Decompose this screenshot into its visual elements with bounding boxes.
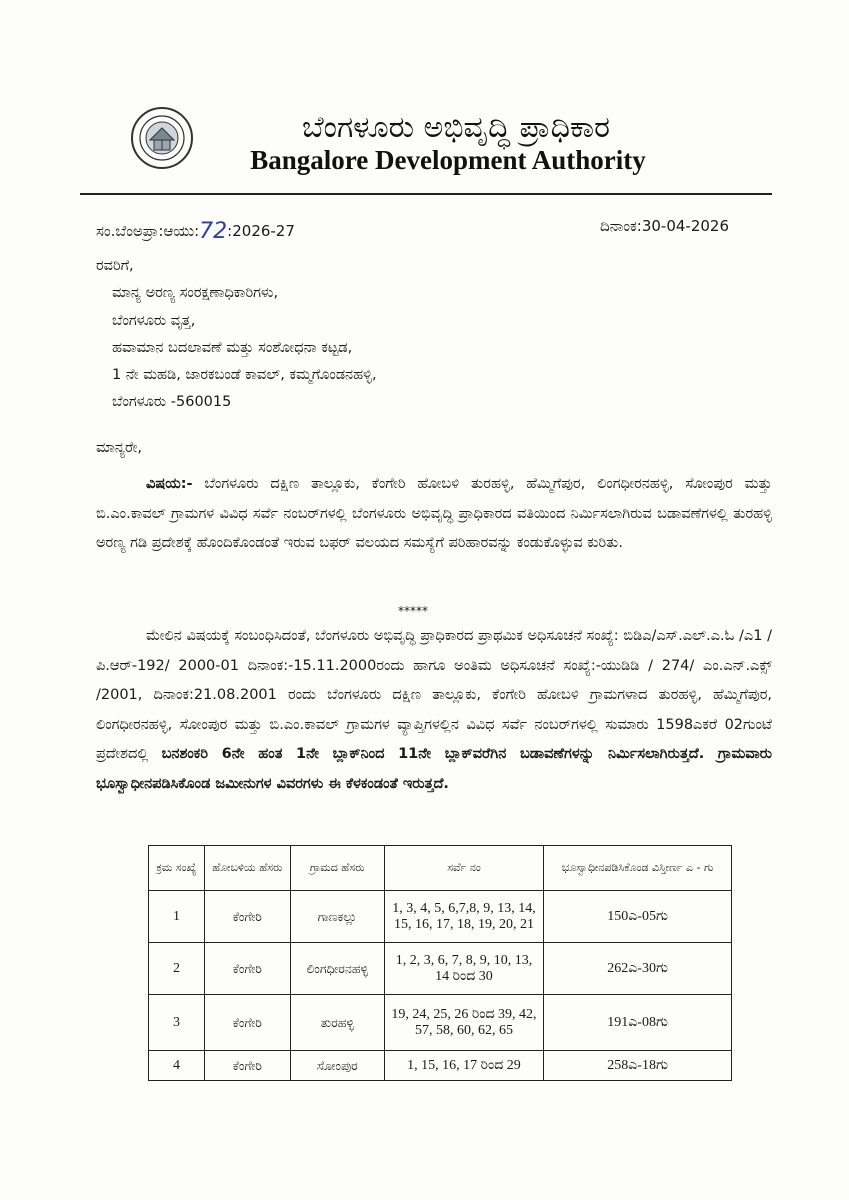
cell-hobli: ಕೆಂಗೇರಿ — [204, 891, 290, 943]
table-row — [149, 891, 732, 943]
reference-suffix: :2026-27 — [227, 222, 295, 240]
reference-prefix: ಸಂ.ಬೆಂಅಪ್ರಾ:ಆಯು: — [96, 222, 200, 240]
table-row — [149, 1051, 732, 1081]
org-title-english: Bangalore Development Authority — [250, 145, 646, 175]
body-text-bold: ಬನಶಂಕರಿ 6ನೇ ಹಂತ 1ನೇ ಬ್ಲಾಕ್‌ನಿಂದ 11ನೇ ಬ್ಲಾಕ್‌ವರೆಗಿನ ಬಡಾವಣೆಗಳನ್ನು ನಿರ್ಮಿಸಲಾಗಿರುತ್ತದೆ. ಗ್ರಾಮವಾರು ಭೂಸ್ವಾಧೀನಪಡಿಸಿಕೊಂಡ ಜಮೀನುಗಳ ವಿವರಗಳು ಈ ಕೆಳಕಂಡಂತೆ ಇರುತ್ತದೆ. — [96, 746, 772, 792]
address-to: ರವರಿಗೆ, — [96, 258, 134, 274]
cell-serial: 2 — [149, 943, 205, 995]
handwritten-number: 72 — [199, 219, 228, 244]
land-acquisition-table — [148, 845, 732, 1081]
cell-survey: 19, 24, 25, 26 ರಿಂದ 39, 42, 57, 58, 60, 62, 65 — [384, 995, 544, 1051]
body-text: ಮೇಲಿನ ವಿಷಯಕ್ಕೆ ಸಂಬಂಧಿಸಿದಂತೆ, ಬೆಂಗಳೂರು ಅಭಿವೃದ್ಧಿ ಪ್ರಾಧಿಕಾರದ ಪ್ರಾಥಮಿಕ ಅಧಿಸೂಚನೆ ಸಂಖ್ಯೆ: ಬಿಡಿಎ/ಎಸ್.ಎಲ್.ಎ.ಓ /ಎ1 /ಪಿ.ಆರ್-192/ 2000-01 ದಿನಾಂಕ:-15.11.2000ರಂದು ಹಾಗೂ ಅಂತಿಮ ಅಧಿಸೂಚನೆ ಸಂಖ್ಯೆ:-ಯುಡಿಡಿ / 274/ ಎಂ.ಎನ್.ಎಕ್ಸ್ /2001, ದಿನಾಂಕ:21.08.2001 ರಂದು ಬೆಂಗಳೂರು ದಕ್ಷಿಣ ತಾಲ್ಲೂಕು, ಕೆಂಗೇರಿ ಹೋಬಳಿ ಗ್ರಾಮಗಳಾದ ತುರಹಳ್ಳಿ, ಹೆಮ್ಮಿಗೆಪುರ, ಲಿಂಗಧೀರನಹಳ್ಳಿ, ಸೋಂಪುರ ಮತ್ತು ಬಿ.ಎಂ.ಕಾವಲ್ ಗ್ರಾಮಗಳ ವ್ಯಾಪ್ತಿಗಳಲ್ಲಿನ ವಿವಿಧ ಸರ್ವೆ ನಂಬರ್‌ಗಳಲ್ಲಿ ಸುಮಾರು 1598ಎಕರೆ 02ಗುಂಟೆ ಪ್ರದೇಶದಲ್ಲಿ — [96, 628, 772, 762]
header-extent: ಭೂಸ್ವಾಧೀನಪಡಿಸಿಕೊಂಡ ವಿಸ್ತೀರ್ಣ ಎ - ಗು — [544, 846, 732, 891]
cell-extent: 262ಎ-30ಗು — [544, 943, 732, 995]
section-separator: ***** — [398, 604, 428, 618]
cell-extent: 191ಎ-08ಗು — [544, 995, 732, 1051]
address-line-3: ಹವಾಮಾನ ಬದಲಾವಣೆ ಮತ್ತು ಸಂಶೋಧನಾ ಕಟ್ಟಡ, — [112, 340, 353, 356]
cell-village: ಲಿಂಗಧೀರನಹಳ್ಳಿ — [290, 943, 384, 995]
cell-survey: 1, 2, 3, 6, 7, 8, 9, 10, 13, 14 ರಿಂದ 30 — [384, 943, 544, 995]
cell-serial: 4 — [149, 1051, 205, 1081]
cell-serial: 3 — [149, 995, 205, 1051]
org-title-kannada: ಬೆಂಗಳೂರು ಅಭಿವೃದ್ಧಿ ಪ್ರಾಧಿಕಾರ — [301, 110, 611, 145]
reference-number — [96, 217, 295, 242]
subject-text: ಬೆಂಗಳೂರು ದಕ್ಷಿಣ ತಾಲ್ಲೂಕು, ಕೆಂಗೇರಿ ಹೋಬಳಿ ತುರಹಳ್ಳಿ, ಹೆಮ್ಮಿಗೆಪುರ, ಲಿಂಗಧೀರನಹಳ್ಳಿ, ಸೋಂಪುರ ಮತ್ತು ಬಿ.ಎಂ.ಕಾವಲ್ ಗ್ರಾಮಗಳ ವಿವಿಧ ಸರ್ವೆ ನಂಬರ್‌ಗಳಲ್ಲಿ ಬೆಂಗಳೂರು ಅಭಿವೃದ್ಧಿ ಪ್ರಾಧಿಕಾರದ ವತಿಯಿಂದ ನಿರ್ಮಿಸಲಾಗಿರುವ ಬಡಾವಣೆಗಳಲ್ಲಿ ತುರಹಳ್ಳಿ ಅರಣ್ಯ ಗಡಿ ಪ್ರದೇಶಕ್ಕೆ ಹೊಂದಿಕೊಂಡಂತೆ ಇರುವ ಬಫರ್ ವಲಯದ ಸಮಸ್ಯೆಗೆ ಪರಿಹಾರವನ್ನು ಕಂಡುಕೊಳ್ಳುವ ಕುರಿತು. — [96, 476, 772, 551]
table-row — [149, 995, 732, 1051]
cell-survey: 1, 3, 4, 5, 6,7,8, 9, 13, 14, 15, 16, 17, 18, 19, 20, 21 — [384, 891, 544, 943]
cell-village: ಗಾಣಕಲ್ಲು — [290, 891, 384, 943]
header-survey: ಸರ್ವೆ ನಂ — [384, 846, 544, 891]
subject-label: ವಿಷಯ:- — [146, 476, 193, 492]
header-hobli: ಹೋಬಳಿಯ ಹೆಸರು — [204, 846, 290, 891]
header-divider — [80, 193, 772, 195]
cell-extent: 150ಎ-05ಗು — [544, 891, 732, 943]
header-serial: ಕ್ರಮ ಸಂಖ್ಯೆ — [149, 846, 205, 891]
address-line-2: ಬೆಂಗಳೂರು ವೃತ್ತ, — [112, 313, 196, 329]
cell-extent: 258ಎ-18ಗು — [544, 1051, 732, 1081]
cell-village: ಸೋಂಪುರ — [290, 1051, 384, 1081]
body-paragraph — [96, 622, 772, 799]
address-line-1: ಮಾನ್ಯ ಅರಣ್ಯ ಸಂರಕ್ಷಣಾಧಿಕಾರಿಗಳು, — [112, 285, 279, 301]
cell-hobli: ಕೆಂಗೇರಿ — [204, 995, 290, 1051]
bda-emblem-icon — [130, 106, 194, 170]
letter-date: ದಿನಾಂಕ:30-04-2026 — [600, 217, 729, 235]
address-line-4: 1 ನೇ ಮಹಡಿ, ಜಾರಕಬಂಡೆ ಕಾವಲ್, ಕಮ್ಮಗೊಂಡನಹಳ್ಳಿ, — [112, 367, 377, 383]
header-village: ಗ್ರಾಮದ ಹೆಸರು — [290, 846, 384, 891]
address-line-5: ಬೆಂಗಳೂರು -560015 — [112, 394, 232, 410]
table-row — [149, 943, 732, 995]
subject-paragraph — [96, 470, 772, 559]
cell-hobli: ಕೆಂಗೇರಿ — [204, 943, 290, 995]
table-header-row — [149, 846, 732, 891]
salutation: ಮಾನ್ಯರೇ, — [96, 440, 143, 456]
cell-hobli: ಕೆಂಗೇರಿ — [204, 1051, 290, 1081]
cell-serial: 1 — [149, 891, 205, 943]
cell-survey: 1, 15, 16, 17 ರಿಂದ 29 — [384, 1051, 544, 1081]
cell-village: ತುರಹಳ್ಳಿ — [290, 995, 384, 1051]
